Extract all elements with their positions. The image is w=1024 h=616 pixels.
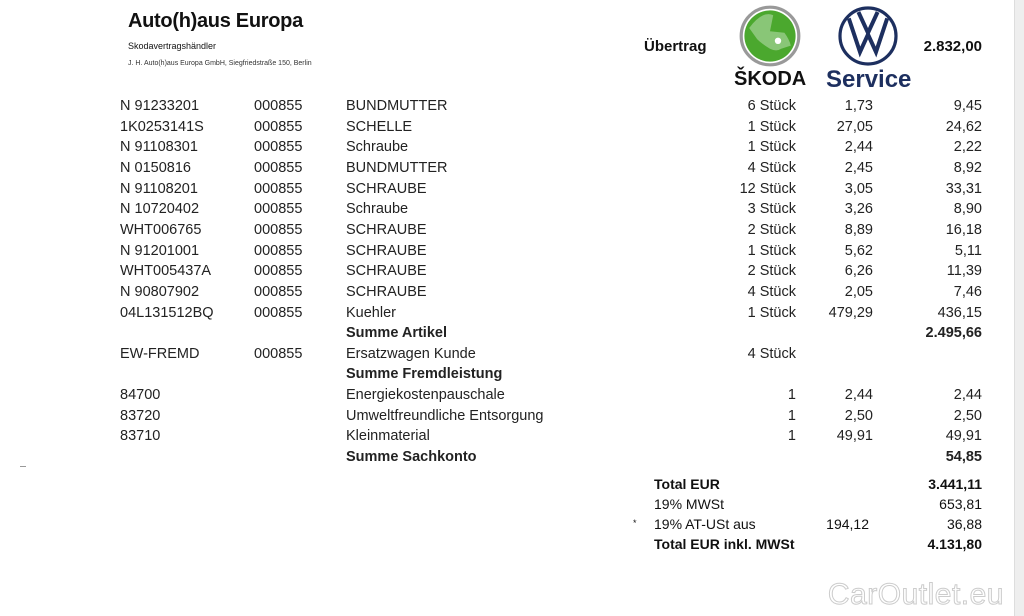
cell-part: N 91108201 (120, 180, 198, 197)
cell-price: 1,73 (844, 98, 873, 114)
cell-qty: 4 Stück (747, 159, 796, 176)
cell-part: EW-FREMD (120, 345, 200, 362)
cell-desc: SCHRAUBE (346, 242, 427, 259)
cell-code: 000855 (254, 345, 303, 362)
cell-total: 8,92 (953, 159, 982, 176)
table-row (0, 158, 1024, 178)
carry-over-value: 2.832,00 (923, 38, 982, 55)
cell-desc: SCHRAUBE (346, 180, 427, 197)
table-row (0, 117, 1024, 137)
vw-logo-icon (836, 4, 900, 68)
cell-code: 000855 (254, 118, 303, 135)
cell-desc: Schraube (346, 201, 409, 218)
company-subtitle: Skodavertragshändler (128, 41, 217, 51)
cell-total: 2,50 (953, 407, 982, 424)
cell-desc: SCHRAUBE (346, 221, 427, 238)
cell-desc: SCHRAUBE (346, 263, 427, 280)
table-row (0, 261, 1024, 281)
watermark: CarOutlet.eu (827, 578, 1004, 611)
cell-part: N 90807902 (120, 283, 200, 300)
cell-price: 2,44 (844, 387, 873, 404)
grand-total-value: 4.131,80 (927, 536, 982, 552)
subtotal-row (0, 364, 1024, 384)
table-row (0, 179, 1024, 199)
table-row (0, 426, 1024, 446)
cell-code: 000855 (254, 98, 303, 114)
cell-price: 2,45 (844, 159, 873, 176)
vw-service-wordmark: Service (826, 66, 912, 93)
at-marker: * (633, 518, 637, 528)
grand-total-label: Total EUR inkl. MWSt (654, 536, 795, 552)
at-vat-label: 19% AT-USt aus (654, 516, 756, 532)
skoda-wordmark: ŠKODA (734, 68, 807, 90)
cell-qty: 4 Stück (747, 283, 796, 300)
cell-price: 3,05 (844, 180, 873, 197)
cell-code: 000855 (254, 242, 303, 259)
cell-qty: 1 Stück (747, 242, 796, 259)
cell-price: 479,29 (828, 304, 873, 321)
cell-price: 27,05 (836, 118, 873, 135)
cell-desc: SCHELLE (346, 118, 413, 135)
cell-desc: BUNDMUTTER (346, 159, 448, 176)
cell-desc: Schraube (346, 139, 409, 156)
cell-price: 6,26 (844, 263, 873, 280)
cell-desc: Kuehler (346, 304, 396, 321)
cell-desc: Summe Sachkonto (346, 449, 477, 466)
cell-qty: 3 Stück (747, 201, 796, 218)
cell-part: N 91108301 (120, 139, 198, 156)
cell-total: 11,39 (946, 263, 982, 280)
cell-code: 000855 (254, 201, 303, 218)
cell-part: 1K0253141S (120, 118, 204, 135)
table-row (0, 199, 1024, 219)
cell-qty: 2 Stück (747, 263, 796, 280)
cell-total: 49,91 (945, 428, 982, 445)
cell-total: 2,22 (953, 139, 982, 156)
cell-total: 24,62 (945, 118, 982, 135)
cell-qty: 1 (787, 407, 796, 424)
table-row (0, 137, 1024, 157)
cell-desc: BUNDMUTTER (346, 98, 448, 114)
table-row (0, 303, 1024, 323)
cell-total: 436,15 (937, 304, 982, 321)
subtotal-row (0, 447, 1024, 467)
cell-total: 33,31 (945, 180, 982, 197)
cell-desc: Energiekostenpauschale (346, 387, 505, 404)
cell-code: 000855 (254, 180, 303, 197)
cell-price: 2,50 (844, 407, 873, 424)
cell-total: 16,18 (945, 221, 982, 238)
at-vat-base: 194,12 (826, 516, 869, 532)
table-row (0, 96, 1024, 116)
vat-label: 19% MWSt (654, 496, 725, 512)
table-row (0, 406, 1024, 426)
cell-qty: 1 Stück (747, 304, 796, 321)
skoda-logo-icon (738, 4, 802, 68)
cell-qty: 1 (787, 387, 796, 404)
cell-total: 8,90 (953, 201, 982, 218)
cell-total: 2.495,66 (925, 325, 982, 342)
cell-desc: SCHRAUBE (346, 283, 427, 300)
cell-total: 5,11 (954, 242, 982, 259)
cell-part: N 91233201 (120, 98, 200, 114)
cell-desc: Summe Fremdleistung (346, 366, 503, 383)
cell-part: 84700 (120, 387, 161, 404)
vat-value: 653,81 (939, 496, 982, 512)
cell-price: 8,89 (844, 221, 873, 238)
cell-code: 000855 (254, 221, 303, 238)
table-row (0, 344, 1024, 364)
cell-total: 2,44 (953, 387, 982, 404)
cell-qty: 6 Stück (747, 98, 796, 114)
cell-code: 000855 (254, 304, 303, 321)
cell-price: 2,05 (844, 283, 873, 300)
cell-code: 000855 (254, 159, 303, 176)
cell-qty: 1 Stück (747, 139, 796, 156)
cell-desc: Summe Artikel (346, 325, 447, 342)
cell-price: 2,44 (844, 139, 873, 156)
at-vat-value: 36,88 (946, 516, 982, 532)
table-row (0, 385, 1024, 405)
cell-desc: Umweltfreundliche Entsorgung (346, 407, 544, 424)
cell-qty: 1 (787, 428, 796, 445)
cell-qty: 12 Stück (739, 180, 796, 197)
cell-qty: 1 Stück (747, 118, 796, 135)
cell-part: 83710 (120, 428, 161, 445)
table-row (0, 282, 1024, 302)
table-row (0, 241, 1024, 261)
cell-qty: 4 Stück (747, 345, 796, 362)
cell-total: 9,45 (953, 98, 982, 114)
cell-part: N 0150816 (120, 159, 191, 176)
total-label: Total EUR (654, 476, 720, 492)
table-row (0, 220, 1024, 240)
cell-total: 54,85 (945, 449, 982, 466)
cell-price: 3,26 (844, 201, 873, 218)
total-value: 3.441,11 (928, 476, 982, 492)
cell-total: 7,46 (953, 283, 982, 300)
cell-price: 49,91 (836, 428, 873, 445)
cell-desc: Ersatzwagen Kunde (346, 345, 476, 362)
company-name: Auto(h)aus Europa (128, 10, 303, 32)
cell-part: N 10720402 (120, 201, 200, 218)
cell-qty: 2 Stück (747, 221, 796, 238)
cell-price: 5,62 (844, 242, 873, 259)
cell-part: 83720 (120, 407, 161, 424)
cell-part: N 91201001 (120, 242, 200, 259)
subtotal-row (0, 323, 1024, 343)
carry-over-label: Übertrag (644, 38, 707, 55)
cell-code: 000855 (254, 263, 303, 280)
sender-address-line: J. H. Auto(h)aus Europa GmbH, Siegfriedstraße 150, Berlin (128, 60, 312, 67)
cell-part: 04L131512BQ (120, 304, 214, 321)
cell-part: WHT005437A (120, 263, 212, 280)
cell-desc: Kleinmaterial (346, 428, 430, 445)
cell-code: 000855 (254, 283, 303, 300)
cell-part: WHT006765 (120, 221, 202, 238)
cell-code: 000855 (254, 139, 303, 156)
